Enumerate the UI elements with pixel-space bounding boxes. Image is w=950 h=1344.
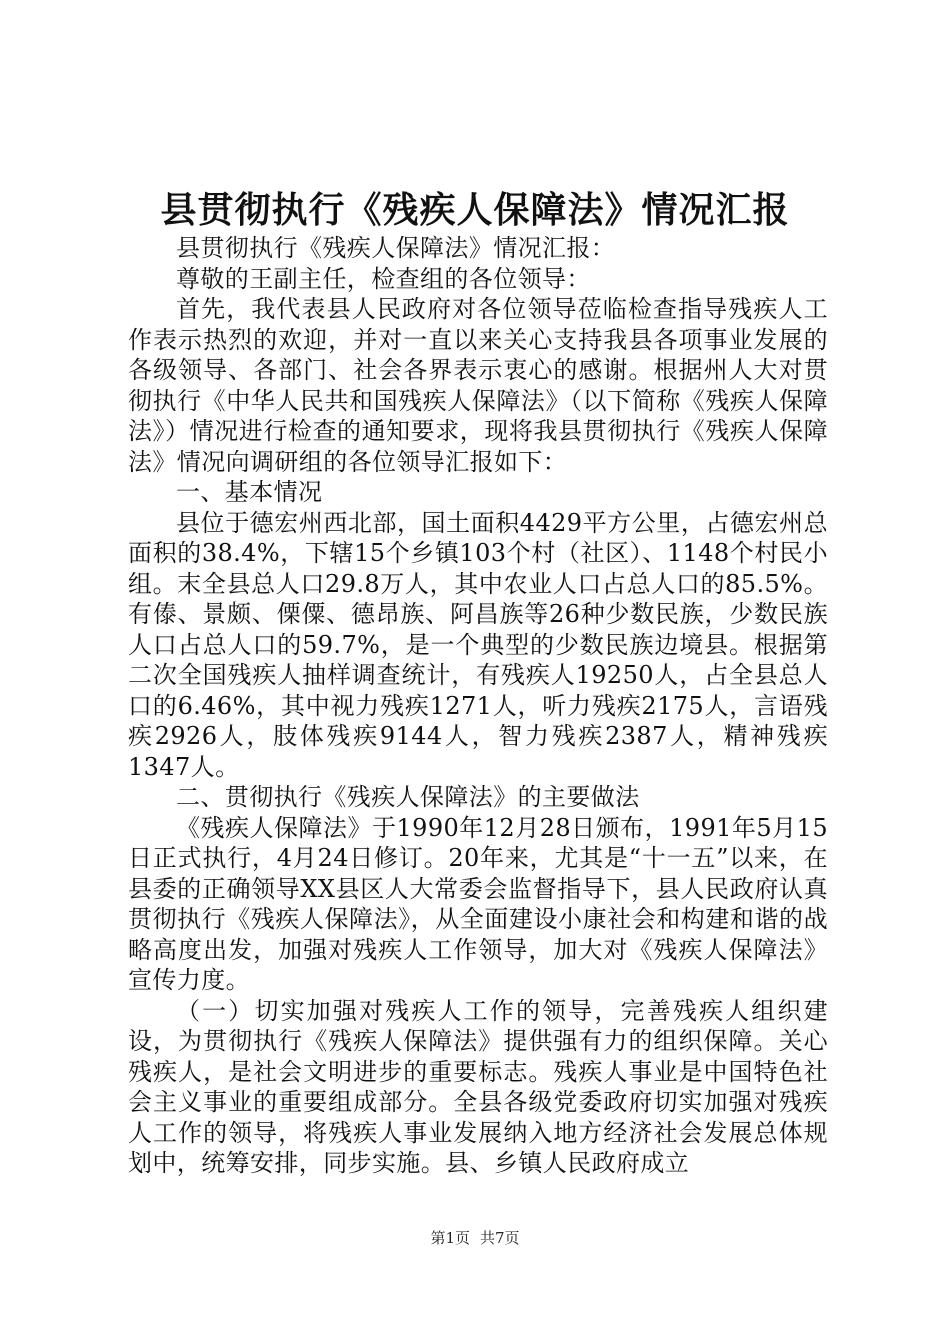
paragraph-salutation: 尊敬的王副主任，检查组的各位领导： (176, 264, 591, 293)
paragraph-law-history: 《残疾人保障法》于1990年12月28日颁布，1991年5月15日正式执行，4月24日修订。20年来，尤其是“十一五”以来，在县委的正确领导XX县区人大常委会监督指导下，县人民政府认真贯彻执行《残疾人保障法》，从全面建设小康社会和构建和谐的战略高度出发，加强对残疾人工作领导，加大对《残疾人保障法》宣传力度。 (128, 813, 828, 994)
paragraph-intro: 首先，我代表县人民政府对各位领导莅临检查指导残疾人工作表示热烈的欢迎，并对一直以来关心支持我县各项事业发展的各级领导、各部门、社会各界表示衷心的感谢。根据州人大对贯彻执行《中华人民共和国残疾人保障法》（以下简称《残疾人保障法》）情况进行检查的通知要求，现将我县贯彻执行《残疾人保障法》情况向调研组的各位领导汇报如下： (128, 295, 828, 476)
document-title: 县贯彻执行《残疾人保障法》情况汇报 (160, 189, 790, 231)
page-number: 第1页 (430, 1229, 470, 1247)
section-heading-basic-situation: 一、基本情况 (176, 478, 323, 506)
page-total: 共7页 (480, 1229, 520, 1247)
paragraph-basic-situation: 县位于德宏州西北部，国土面积4429平方公里，占德宏州总面积的38.4%，下辖15个乡镇103个村（社区）、1148个村民小组。末全县总人口29.8万人，其中农业人口占总人口的85.5%。有傣、景颇、傈僳、德昂族、阿昌族等26种少数民族，少数民族人口占总人口的59.7%，是一个典型的少数民族边境县。根据第二次全国残疾人抽样调查统计，有残疾人19250人，占全县总人口的6.46%，其中视力残疾1271人，听力残疾2175人，言语残疾2926人，肢体残疾9144人，智力残疾2387人，精神残疾1347人。 (128, 508, 828, 781)
paragraph-heading-line: 县贯彻执行《残疾人保障法》情况汇报： (176, 234, 616, 262)
paragraph-leadership: （一）切实加强对残疾人工作的领导，完善残疾人组织建设，为贯彻执行《残疾人保障法》提供强有力的组织保障。关心残疾人，是社会文明进步的重要标志。残疾人事业是中国特色社会主义事业的重要组成部分。全县各级党委政府切实加强对残疾人工作的领导，将残疾人事业发展纳入地方经济社会发展总体规划中，统筹安排，同步实施。县、乡镇人民政府成立 (128, 996, 828, 1177)
page-footer (0, 1228, 950, 1248)
document-body (128, 233, 828, 1179)
section-heading-main-practices: 二、贯彻执行《残疾人保障法》的主要做法 (176, 783, 640, 811)
